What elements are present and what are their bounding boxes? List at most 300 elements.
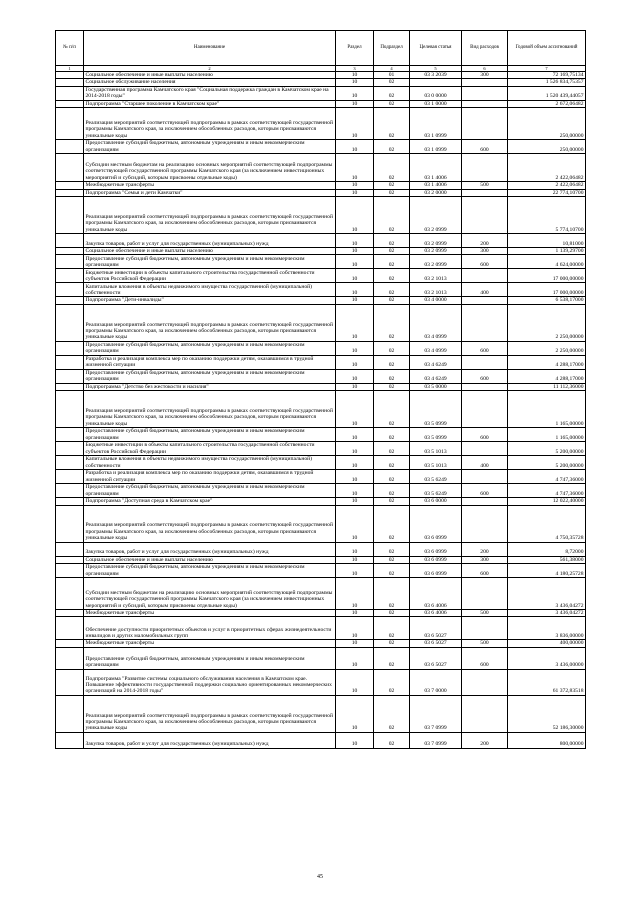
row-number-cell	[56, 456, 84, 470]
razdel-cell: 10	[336, 383, 374, 390]
razdel-cell: 10	[336, 234, 374, 248]
amount-cell: 8,72000	[508, 542, 586, 556]
amount-cell: 561,38000	[508, 556, 586, 563]
expense-type-cell: 500	[462, 640, 508, 647]
razdel-cell: 10	[336, 79, 374, 86]
row-number-cell	[56, 269, 84, 283]
razdel-cell: 10	[336, 189, 374, 196]
amount-cell: 4 750,35728	[508, 505, 586, 542]
podrazdel-cell: 02	[374, 647, 410, 669]
razdel-cell: 10	[336, 182, 374, 189]
target-article-cell: 03 4 6249	[410, 355, 462, 369]
amount-cell: 400,00000	[508, 640, 586, 647]
expense-type-cell	[462, 154, 508, 182]
table-row	[56, 269, 586, 283]
target-article-cell: 03 6 5027	[410, 647, 462, 669]
expense-type-cell: 600	[462, 564, 508, 578]
amount-cell: 2 250,00000	[508, 341, 586, 355]
row-number-cell	[56, 100, 84, 107]
row-number-cell	[56, 470, 84, 484]
razdel-cell: 10	[336, 484, 374, 498]
podrazdel-cell: 02	[374, 234, 410, 248]
table-row	[56, 369, 586, 383]
table-row	[56, 140, 586, 154]
amount-cell: 61 372,83518	[508, 669, 586, 695]
amount-cell: 3 836,00000	[508, 617, 586, 640]
target-article-cell: 03 2 0999	[410, 248, 462, 255]
amount-cell: 1 165,00000	[508, 428, 586, 442]
item-name-cell: Межбюджетные трансферты	[84, 182, 336, 189]
item-name-cell: Социальное обеспечение и иные выплаты населению	[84, 556, 336, 563]
table-row	[56, 197, 586, 234]
target-article-cell: 03 7 0999	[410, 695, 462, 732]
razdel-cell: 10	[336, 283, 374, 297]
podrazdel-cell: 02	[374, 456, 410, 470]
expense-type-cell: 500	[462, 182, 508, 189]
table-row	[56, 669, 586, 695]
item-name-cell: Реализация мероприятий соответствующей подпрограммы в рамках соответствующей государственной программы Камчатского края, за исключением обособленных расходов, которым присваиваются уникальные коды	[84, 505, 336, 542]
razdel-cell: 10	[336, 140, 374, 154]
document-page	[55, 30, 585, 749]
razdel-cell: 10	[336, 442, 374, 456]
expense-type-cell: 300	[462, 72, 508, 79]
row-number-cell	[56, 383, 84, 390]
razdel-cell: 10	[336, 669, 374, 695]
amount-cell: 4 288,17000	[508, 369, 586, 383]
razdel-cell: 10	[336, 154, 374, 182]
target-article-cell: 03 4 0999	[410, 304, 462, 341]
amount-cell: 17 000,00000	[508, 283, 586, 297]
row-number-cell	[56, 428, 84, 442]
amount-cell: 4 624,00000	[508, 255, 586, 269]
amount-cell: 72 169,75134	[508, 72, 586, 79]
podrazdel-cell: 02	[374, 297, 410, 304]
razdel-cell: 10	[336, 369, 374, 383]
target-article-cell: 03 5 6249	[410, 484, 462, 498]
target-article-cell: 03 7 0000	[410, 669, 462, 695]
item-name-cell: Закупка товаров, работ и услуг для государственных (муниципальных) нужд	[84, 542, 336, 556]
expense-type-cell: 200	[462, 542, 508, 556]
header-target-article: Целевая статья	[410, 31, 462, 66]
target-article-cell: 03 3 2039	[410, 72, 462, 79]
razdel-cell: 10	[336, 108, 374, 140]
target-article-cell: 03 1 4006	[410, 154, 462, 182]
expense-type-cell	[462, 470, 508, 484]
table-row	[56, 189, 586, 196]
column-number: 4	[374, 66, 410, 72]
podrazdel-cell: 02	[374, 640, 410, 647]
podrazdel-cell: 02	[374, 669, 410, 695]
table-row	[56, 732, 586, 748]
row-number-cell	[56, 669, 84, 695]
podrazdel-cell: 02	[374, 564, 410, 578]
row-number-cell	[56, 108, 84, 140]
amount-cell: 4 747,36000	[508, 470, 586, 484]
row-number-cell	[56, 355, 84, 369]
podrazdel-cell: 02	[374, 428, 410, 442]
row-number-cell	[56, 442, 84, 456]
podrazdel-cell: 02	[374, 255, 410, 269]
razdel-cell: 10	[336, 86, 374, 100]
razdel-cell: 10	[336, 640, 374, 647]
header-name: Наименование	[84, 31, 336, 66]
expense-type-cell	[462, 197, 508, 234]
header-expense-type: Вид расходов	[462, 31, 508, 66]
item-name-cell: Межбюджетные трансферты	[84, 640, 336, 647]
page-number: 45	[317, 874, 323, 880]
expense-type-cell: 300	[462, 556, 508, 563]
item-name-cell: Реализация мероприятий соответствующей подпрограммы в рамках соответствующей государственной программы Камчатского края, за исключением обособленных расходов, которым присваиваются уникальные коды	[84, 197, 336, 234]
target-article-cell: 03 2 0000	[410, 189, 462, 196]
target-article-cell: 03 4 0999	[410, 341, 462, 355]
row-number-cell	[56, 189, 84, 196]
razdel-cell: 10	[336, 732, 374, 748]
target-article-cell: 03 5 0999	[410, 428, 462, 442]
header-annual-amount: Годовой объем ассигнований	[508, 31, 586, 66]
podrazdel-cell: 02	[374, 154, 410, 182]
amount-cell: 1 520 439,44057	[508, 86, 586, 100]
item-name-cell: Капитальные вложения в объекты недвижимого имущества государственной (муниципальной) собственности	[84, 456, 336, 470]
row-number-cell	[56, 505, 84, 542]
item-name-cell: Предоставление субсидий бюджетным, автономным учреждениям и иным некоммерческим организациям	[84, 341, 336, 355]
amount-cell: 52 186,30000	[508, 695, 586, 732]
table-row	[56, 542, 586, 556]
amount-cell: 22 774,10700	[508, 189, 586, 196]
table-row	[56, 505, 586, 542]
row-number-cell	[56, 542, 84, 556]
table-row	[56, 383, 586, 390]
amount-cell: 6 538,17000	[508, 297, 586, 304]
column-number: 6	[462, 66, 508, 72]
amount-cell: 250,00000	[508, 108, 586, 140]
item-name-cell: Реализация мероприятий соответствующей подпрограммы в рамках соответствующей государственной программы Камчатского края, за исключением обособленных расходов, которым присваиваются уникальные коды	[84, 108, 336, 140]
expense-type-cell	[462, 383, 508, 390]
razdel-cell: 10	[336, 304, 374, 341]
razdel-cell: 10	[336, 578, 374, 610]
amount-cell: 3 436,04272	[508, 578, 586, 610]
razdel-cell: 10	[336, 695, 374, 732]
item-name-cell: Обеспечение доступности приоритетных объектов и услуг в приоритетных сферах жизнедеятельности инвалидов и других маломобильных групп	[84, 617, 336, 640]
target-article-cell: 03 6 0999	[410, 564, 462, 578]
item-name-cell: Подпрограмма "Развитие системы социального обслуживания населения в Камчатском крае. Повышение эффективности государственной поддержки социально ориентированных некоммерческих организаций на 2014-2018 годы"	[84, 669, 336, 695]
row-number-cell	[56, 72, 84, 79]
target-article-cell: 03 6 4006	[410, 578, 462, 610]
item-name-cell: Капитальные вложения в объекты недвижимого имущества государственной (муниципальной) собственности	[84, 283, 336, 297]
row-number-cell	[56, 197, 84, 234]
razdel-cell: 10	[336, 72, 374, 79]
razdel-cell: 10	[336, 391, 374, 428]
row-number-cell	[56, 564, 84, 578]
amount-cell: 1 526 834,75357	[508, 79, 586, 86]
razdel-cell: 10	[336, 647, 374, 669]
expense-type-cell: 600	[462, 484, 508, 498]
podrazdel-cell: 02	[374, 79, 410, 86]
podrazdel-cell: 02	[374, 391, 410, 428]
razdel-cell: 10	[336, 564, 374, 578]
column-number: 3	[336, 66, 374, 72]
row-number-cell	[56, 234, 84, 248]
target-article-cell: 03 6 4006	[410, 610, 462, 617]
row-number-cell	[56, 86, 84, 100]
podrazdel-cell: 02	[374, 355, 410, 369]
row-number-cell	[56, 610, 84, 617]
podrazdel-cell: 02	[374, 505, 410, 542]
expense-type-cell	[462, 189, 508, 196]
razdel-cell: 10	[336, 456, 374, 470]
expense-type-cell	[462, 100, 508, 107]
expense-type-cell	[462, 108, 508, 140]
item-name-cell: Предоставление субсидий бюджетным, автономным учреждениям и иным некоммерческим организациям	[84, 140, 336, 154]
podrazdel-cell: 01	[374, 72, 410, 79]
item-name-cell: Подпрограмма "Старшее поколение в Камчатском крае"	[84, 100, 336, 107]
razdel-cell: 10	[336, 197, 374, 234]
amount-cell: 12 022,40000	[508, 498, 586, 505]
table-body	[56, 72, 586, 749]
podrazdel-cell: 02	[374, 197, 410, 234]
amount-cell: 5 200,00000	[508, 442, 586, 456]
table-row	[56, 108, 586, 140]
expense-type-cell: 200	[462, 234, 508, 248]
podrazdel-cell: 02	[374, 556, 410, 563]
podrazdel-cell: 02	[374, 108, 410, 140]
table-row	[56, 428, 586, 442]
item-name-cell: Социальное обеспечение и иные выплаты населению	[84, 72, 336, 79]
expense-type-cell: 600	[462, 341, 508, 355]
expense-type-cell: 300	[462, 248, 508, 255]
target-article-cell: 03 6 5027	[410, 640, 462, 647]
item-name-cell: Предоставление субсидий бюджетным, автономным учреждениям и иным некоммерческим организациям	[84, 647, 336, 669]
expense-type-cell	[462, 355, 508, 369]
target-article-cell: 03 2 0999	[410, 197, 462, 234]
item-name-cell: Межбюджетные трансферты	[84, 610, 336, 617]
item-name-cell: Предоставление субсидий бюджетным, автономным учреждениям и иным некоммерческим организациям	[84, 255, 336, 269]
item-name-cell: Разработка и реализация комплекса мер по оказанию поддержки детям, оказавшимся в трудной жизненной ситуации	[84, 470, 336, 484]
amount-cell: 3 436,04272	[508, 610, 586, 617]
amount-cell: 4 288,17000	[508, 355, 586, 369]
table-row	[56, 341, 586, 355]
amount-cell: 250,00000	[508, 140, 586, 154]
podrazdel-cell: 02	[374, 304, 410, 341]
table-row	[56, 442, 586, 456]
table-row	[56, 248, 586, 255]
table-row	[56, 234, 586, 248]
table-row	[56, 355, 586, 369]
expense-type-cell: 200	[462, 732, 508, 748]
table-row	[56, 456, 586, 470]
item-name-cell: Подпрограмма "Доступная среда в Камчатском крае"	[84, 498, 336, 505]
row-number-cell	[56, 255, 84, 269]
table-row	[56, 617, 586, 640]
table-row	[56, 255, 586, 269]
column-number: 2	[84, 66, 336, 72]
table-row	[56, 86, 586, 100]
podrazdel-cell: 02	[374, 470, 410, 484]
expense-type-cell: 600	[462, 428, 508, 442]
target-article-cell: 03 6 0999	[410, 542, 462, 556]
target-article-cell: 03 5 1013	[410, 456, 462, 470]
table-row	[56, 72, 586, 79]
expense-type-cell	[462, 442, 508, 456]
target-article-cell: 03 1 4006	[410, 182, 462, 189]
item-name-cell: Предоставление субсидий бюджетным, автономным учреждениям и иным некоммерческим организациям	[84, 428, 336, 442]
row-number-cell	[56, 154, 84, 182]
row-number-cell	[56, 79, 84, 86]
item-name-cell: Предоставление субсидий бюджетным, автономным учреждениям и иным некоммерческим организациям	[84, 369, 336, 383]
target-article-cell: 03 2 1013	[410, 283, 462, 297]
razdel-cell: 10	[336, 610, 374, 617]
item-name-cell: Социальное обслуживание населения	[84, 79, 336, 86]
amount-cell: 4 180,25728	[508, 564, 586, 578]
column-number: 5	[410, 66, 462, 72]
expense-type-cell: 600	[462, 140, 508, 154]
podrazdel-cell: 02	[374, 498, 410, 505]
podrazdel-cell: 02	[374, 369, 410, 383]
podrazdel-cell: 02	[374, 86, 410, 100]
amount-cell: 1 139,29700	[508, 248, 586, 255]
amount-cell: 1 165,00000	[508, 391, 586, 428]
expense-type-cell	[462, 617, 508, 640]
row-number-cell	[56, 341, 84, 355]
amount-cell: 2 422,06482	[508, 154, 586, 182]
item-name-cell: Реализация мероприятий соответствующей подпрограммы в рамках соответствующей государственной программы Камчатского края, за исключением обособленных расходов, которым присваиваются уникальные коды	[84, 391, 336, 428]
table-row	[56, 640, 586, 647]
row-number-cell	[56, 647, 84, 669]
item-name-cell: Социальное обеспечение и иные выплаты населению	[84, 248, 336, 255]
item-name-cell: Субсидии местным бюджетам на реализацию основных мероприятий соответствующей подпрограммы соответствующей государственной программы Камчатского края (за исключением инвестиционных мероприятий и субсидий, которым присвоены отдельные коды)	[84, 154, 336, 182]
target-article-cell: 03 2 1013	[410, 269, 462, 283]
amount-cell: 4 747,36000	[508, 484, 586, 498]
expense-type-cell	[462, 297, 508, 304]
table-row	[56, 484, 586, 498]
row-number-cell	[56, 695, 84, 732]
razdel-cell: 10	[336, 269, 374, 283]
item-name-cell: Предоставление субсидий бюджетным, автономным учреждениям и иным некоммерческим организациям	[84, 484, 336, 498]
table-row	[56, 695, 586, 732]
table-header-row	[56, 31, 586, 66]
amount-cell: 800,00000	[508, 732, 586, 748]
table-row	[56, 556, 586, 563]
razdel-cell: 10	[336, 100, 374, 107]
target-article-cell: 03 6 5027	[410, 617, 462, 640]
expense-type-cell	[462, 505, 508, 542]
podrazdel-cell: 02	[374, 100, 410, 107]
target-article-cell: 03 4 0000	[410, 297, 462, 304]
table-row	[56, 182, 586, 189]
razdel-cell: 10	[336, 248, 374, 255]
razdel-cell: 10	[336, 297, 374, 304]
expense-type-cell	[462, 86, 508, 100]
razdel-cell: 10	[336, 556, 374, 563]
target-article-cell: 03 7 0999	[410, 732, 462, 748]
expense-type-cell	[462, 79, 508, 86]
row-number-cell	[56, 140, 84, 154]
target-article-cell: 03 0 0000	[410, 86, 462, 100]
expense-type-cell: 500	[462, 610, 508, 617]
item-name-cell: Бюджетные инвестиции в объекты капитального строительства государственной собственности субъектов Российской Федерации	[84, 269, 336, 283]
row-number-cell	[56, 617, 84, 640]
row-number-cell	[56, 578, 84, 610]
podrazdel-cell: 02	[374, 484, 410, 498]
table-row	[56, 154, 586, 182]
podrazdel-cell: 02	[374, 140, 410, 154]
expense-type-cell: 400	[462, 283, 508, 297]
razdel-cell: 10	[336, 341, 374, 355]
row-number-cell	[56, 556, 84, 563]
item-name-cell: Подпрограмма "Дети-инвалиды"	[84, 297, 336, 304]
table-row	[56, 79, 586, 86]
podrazdel-cell: 02	[374, 269, 410, 283]
item-name-cell: Бюджетные инвестиции в объекты капитального строительства государственной собственности субъектов Российской Федерации	[84, 442, 336, 456]
target-article-cell: 03 4 6249	[410, 369, 462, 383]
header-podrazdel: Подраздел	[374, 31, 410, 66]
amount-cell: 2 250,00000	[508, 304, 586, 341]
target-article-cell: 03 1 0999	[410, 140, 462, 154]
expense-type-cell	[462, 304, 508, 341]
podrazdel-cell: 02	[374, 189, 410, 196]
column-number: 7	[508, 66, 586, 72]
item-name-cell: Реализация мероприятий соответствующей подпрограммы в рамках соответствующей государственной программы Камчатского края, за исключением обособленных расходов, которым присваиваются уникальные коды	[84, 695, 336, 732]
target-article-cell: 03 2 0999	[410, 255, 462, 269]
amount-cell: 2 672,06482	[508, 100, 586, 107]
expense-type-cell: 600	[462, 369, 508, 383]
expense-type-cell	[462, 695, 508, 732]
target-article-cell: 03 1 0999	[410, 108, 462, 140]
row-number-cell	[56, 732, 84, 748]
table-row	[56, 470, 586, 484]
target-article-cell: 03 6 0000	[410, 498, 462, 505]
item-name-cell: Закупка товаров, работ и услуг для государственных (муниципальных) нужд	[84, 732, 336, 748]
item-name-cell: Государственная программа Камчатского края "Социальная поддержка граждан в Камчатском крае на 2014-2018 годы"	[84, 86, 336, 100]
item-name-cell: Разработка и реализация комплекса мер по оказанию поддержки детям, оказавшимся в трудной жизненной ситуации	[84, 355, 336, 369]
expense-type-cell: 600	[462, 647, 508, 669]
row-number-cell	[56, 304, 84, 341]
expense-type-cell	[462, 391, 508, 428]
header-razdel: Раздел	[336, 31, 374, 66]
row-number-cell	[56, 297, 84, 304]
target-article-cell	[410, 79, 462, 86]
item-name-cell: Закупка товаров, работ и услуг для государственных (муниципальных) нужд	[84, 234, 336, 248]
item-name-cell: Реализация мероприятий соответствующей подпрограммы в рамках соответствующей государственной программы Камчатского края, за исключением обособленных расходов, которым присваиваются уникальные коды	[84, 304, 336, 341]
item-name-cell: Предоставление субсидий бюджетным, автономным учреждениям и иным некоммерческим организациям	[84, 564, 336, 578]
razdel-cell: 10	[336, 255, 374, 269]
expense-type-cell	[462, 269, 508, 283]
table-row	[56, 391, 586, 428]
razdel-cell: 10	[336, 498, 374, 505]
razdel-cell: 10	[336, 470, 374, 484]
podrazdel-cell: 02	[374, 617, 410, 640]
target-article-cell: 03 6 0999	[410, 505, 462, 542]
podrazdel-cell: 02	[374, 695, 410, 732]
podrazdel-cell: 02	[374, 442, 410, 456]
podrazdel-cell: 02	[374, 610, 410, 617]
row-number-cell	[56, 498, 84, 505]
podrazdel-cell: 02	[374, 578, 410, 610]
podrazdel-cell: 02	[374, 732, 410, 748]
amount-cell: 5 200,00000	[508, 456, 586, 470]
header-number: № п/п	[56, 31, 84, 66]
target-article-cell: 03 2 0999	[410, 234, 462, 248]
razdel-cell: 10	[336, 355, 374, 369]
razdel-cell: 10	[336, 542, 374, 556]
row-number-cell	[56, 248, 84, 255]
table-row	[56, 498, 586, 505]
amount-cell: 5 774,10700	[508, 197, 586, 234]
target-article-cell: 03 5 6249	[410, 470, 462, 484]
table-row	[56, 283, 586, 297]
target-article-cell: 03 5 1013	[410, 442, 462, 456]
expense-type-cell: 400	[462, 456, 508, 470]
amount-cell: 2 422,06482	[508, 182, 586, 189]
